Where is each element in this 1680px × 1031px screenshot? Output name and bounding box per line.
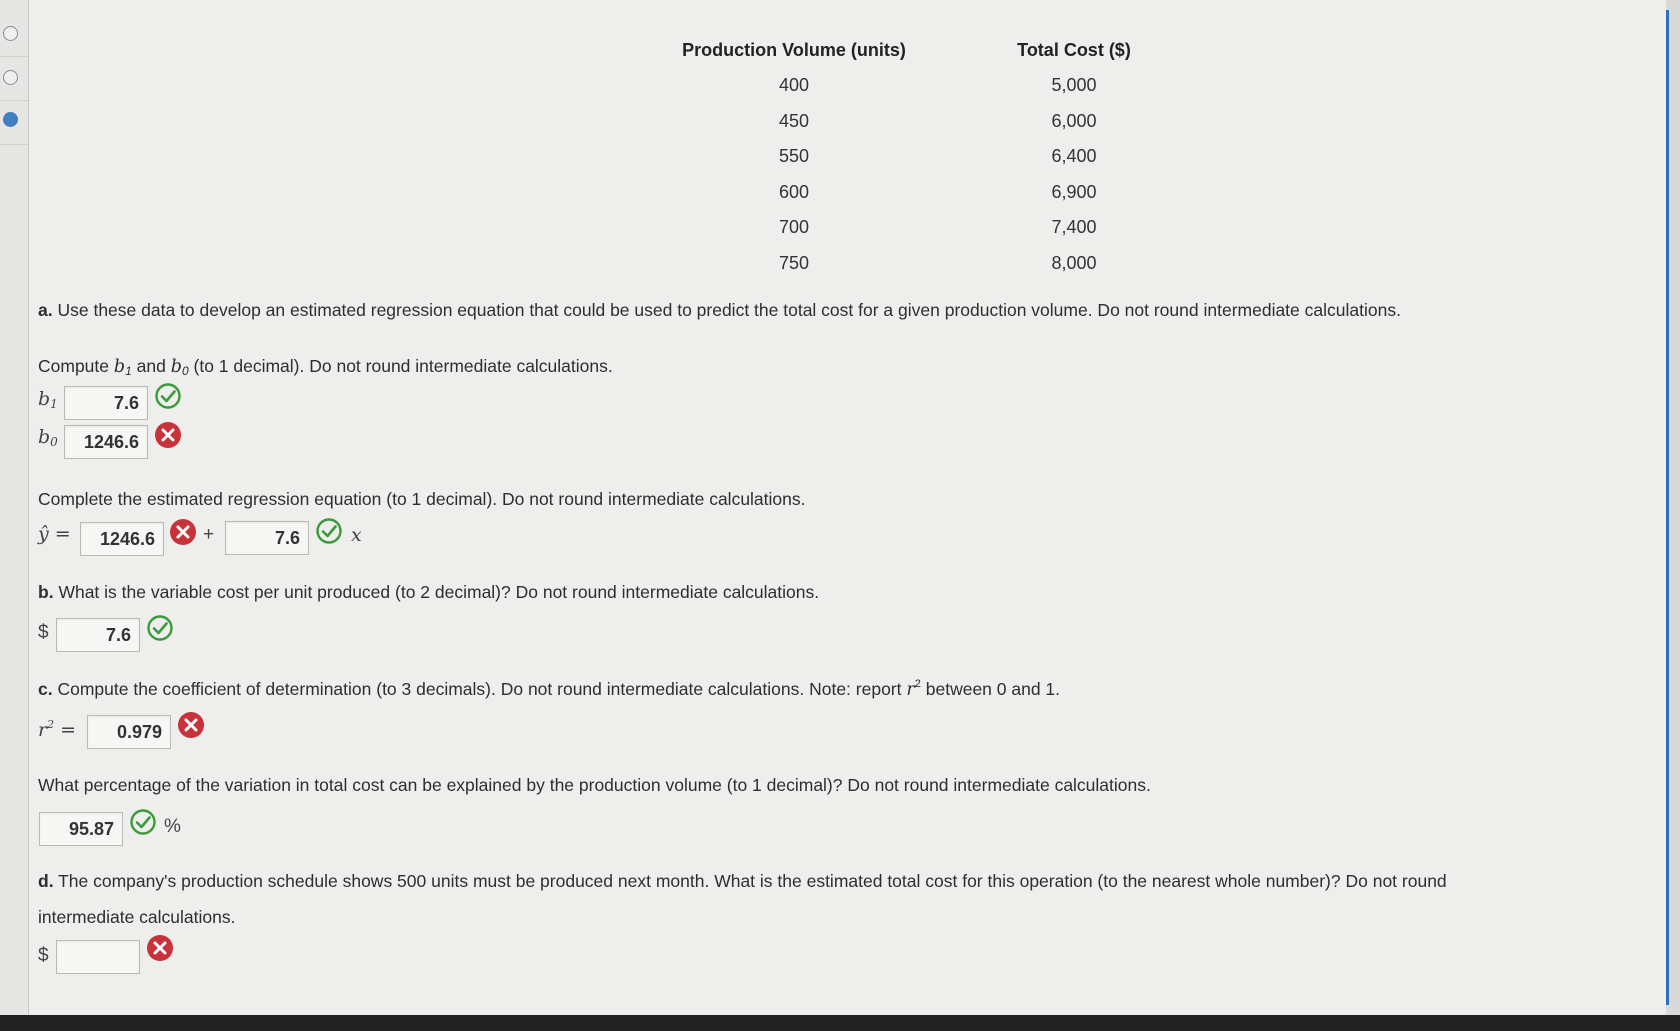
slope-input[interactable]: 7.6 [225, 521, 309, 555]
table-cell: 600 [778, 181, 810, 202]
compute-prompt [38, 356, 613, 378]
dollar-sign: $ [38, 945, 49, 966]
screen-bottom-edge [0, 1015, 1680, 1031]
table-row [629, 68, 1189, 104]
part-d-prompt [38, 871, 1447, 892]
percent-sign: % [164, 816, 181, 837]
check-icon [315, 517, 343, 545]
radio-selected-icon[interactable] [3, 112, 18, 127]
plus-sign: + [203, 524, 215, 545]
check-icon [154, 382, 182, 410]
equals-sign: = [60, 719, 77, 741]
x-variable: x [351, 524, 362, 546]
table-row [629, 210, 1189, 246]
error-icon [154, 421, 182, 449]
question-nav-item-2[interactable] [0, 56, 28, 101]
error-icon [146, 934, 174, 962]
data-table [629, 32, 1189, 281]
r2-label [38, 718, 76, 741]
table-cell: 6,900 [1051, 181, 1097, 202]
table-cell: 750 [778, 252, 810, 273]
table-cell: 5,000 [1051, 75, 1097, 96]
table-cell: 8,000 [1051, 252, 1097, 273]
table-cell: 7,400 [1051, 217, 1097, 238]
question-nav-item-3[interactable] [0, 100, 28, 145]
table-cell: 700 [778, 217, 810, 238]
b1-sub: 1 [125, 364, 132, 378]
part-b-prompt [38, 582, 819, 603]
table-row [629, 104, 1189, 140]
r-symbol: r [906, 680, 915, 700]
b0-symbol: b [170, 357, 182, 377]
question-panel [29, 0, 1666, 1015]
table-cell: 6,000 [1051, 110, 1097, 131]
part-a-label: a. [38, 300, 53, 320]
error-icon [169, 518, 197, 546]
percentage-input[interactable]: 95.87 [39, 812, 123, 846]
question-nav-rail [0, 0, 29, 1015]
table-row [629, 175, 1189, 211]
b0-input[interactable]: 1246.6 [64, 425, 148, 459]
error-icon [177, 711, 205, 739]
compute-post: (to 1 decimal). Do not round intermediate calculations. [193, 356, 613, 376]
b1-symbol: b [113, 357, 126, 377]
b1-label-sub: 1 [50, 397, 58, 411]
variable-cost-input[interactable]: 7.6 [56, 618, 140, 652]
table-row [629, 246, 1189, 282]
part-d-label: d. [38, 871, 54, 891]
check-icon [129, 808, 157, 836]
table-header-volume: Production Volume (units) [682, 39, 906, 60]
check-icon [146, 614, 174, 642]
and-text: and [136, 356, 166, 376]
part-b-label: b. [38, 582, 54, 602]
b0-sub: 0 [181, 364, 189, 378]
table-cell: 550 [778, 146, 810, 167]
r-sup: 2 [914, 678, 921, 690]
b1-label [38, 388, 58, 411]
r2-label-sup: 2 [47, 718, 55, 731]
total-cost-input[interactable] [56, 940, 140, 974]
equation-prompt: Complete the estimated regression equation (to 1 decimal). Do not round intermediate calculations. [38, 489, 806, 509]
part-c-text-pre: Compute the coefficient of determination (to 3 decimals). Do not round intermediate calculations. Note: report [57, 679, 902, 699]
part-a-text: Use these data to develop an estimated regression equation that could be used to predict the total cost for a given production volume. Do not round intermediate calculations. [57, 300, 1401, 320]
b0-label-sub: 0 [50, 435, 58, 449]
b1-label-symbol: b [38, 388, 51, 410]
part-c-text-post: between 0 and 1. [925, 679, 1061, 699]
compute-pre: Compute [38, 356, 110, 376]
table-header-cost: Total Cost ($) [1017, 39, 1131, 60]
table-row [629, 139, 1189, 175]
r2-input[interactable]: 0.979 [87, 715, 171, 749]
table-cell: 400 [778, 75, 810, 96]
intercept-input[interactable]: 1246.6 [80, 522, 164, 556]
dollar-sign: $ [38, 622, 49, 643]
r2-label-symbol: r [38, 719, 48, 741]
question-nav-item-1[interactable] [0, 12, 28, 57]
b0-label-symbol: b [38, 426, 51, 448]
table-cell: 450 [778, 110, 810, 131]
part-c-label: c. [38, 679, 53, 699]
part-d-text-line1: The company's production schedule shows 500 units must be produced next month. What is the estimated total cost for this operation (to the nearest whole number)? Do not round [58, 871, 1447, 891]
b1-input[interactable]: 7.6 [64, 386, 148, 420]
b0-label [38, 426, 58, 449]
part-d-text-line2: intermediate calculations. [38, 907, 236, 927]
radio-icon[interactable] [3, 70, 18, 85]
scrollbar[interactable] [1666, 10, 1669, 1005]
part-a-prompt [38, 300, 1401, 321]
part-b-text: What is the variable cost per unit produced (to 2 decimal)? Do not round intermediate calculations. [58, 582, 820, 602]
part-c-prompt [38, 678, 1060, 700]
radio-icon[interactable] [3, 26, 18, 41]
percentage-prompt: What percentage of the variation in total cost can be explained by the production volume (to 1 decimal)? Do not round intermediate calculations. [38, 775, 1151, 795]
y-hat-label: ŷ = [38, 523, 71, 545]
table-cell: 6,400 [1051, 146, 1097, 167]
